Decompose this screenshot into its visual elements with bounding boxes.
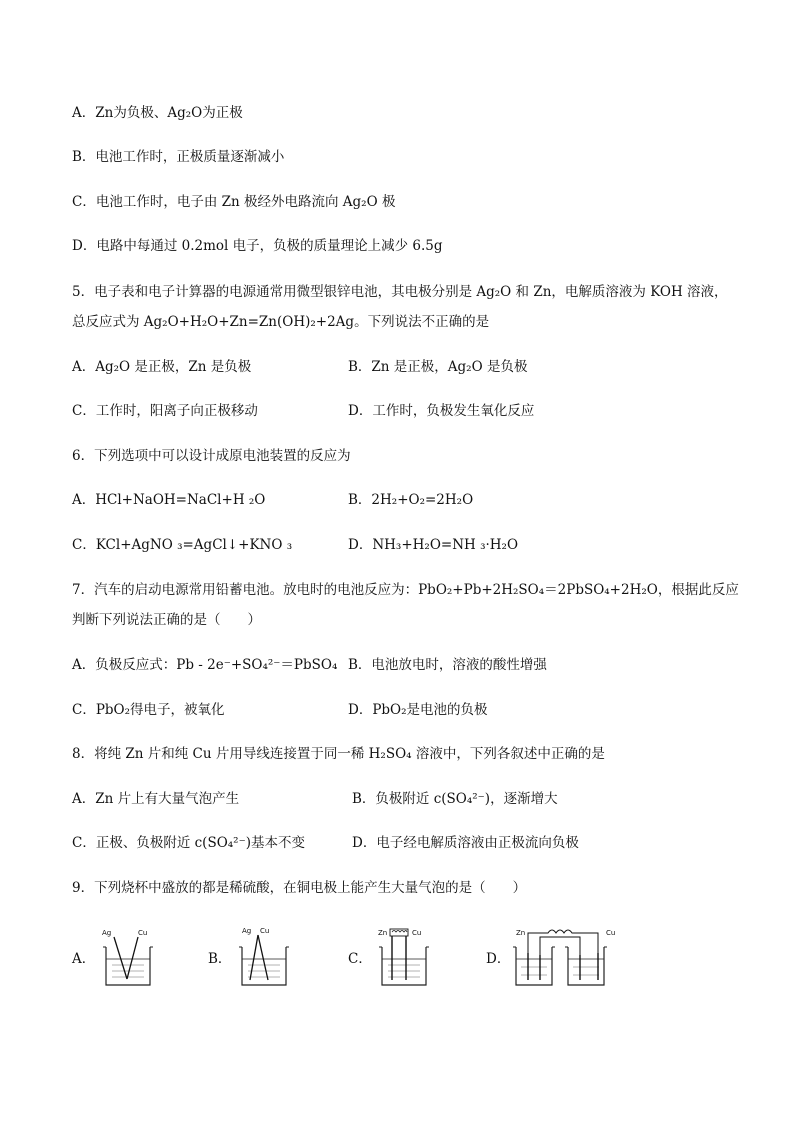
q7-option-c: C．PbO₂得电子，被氧化 [72,702,225,718]
q4-option-d: D．电路中每通过 0.2mol 电子，负极的质量理论上减少 6.5g [72,238,443,254]
q8-option-b: B．负极附近 c(SO₄²⁻)，逐渐增大 [352,791,558,807]
electrode-label-cu: Cu [138,929,148,937]
q9-figure-c [348,925,478,995]
q7-stem-line2: 判断下列说法正确的是（ ） [72,612,261,628]
q8-option-d: D．电子经电解质溶液由正极流向负极 [352,835,579,851]
q6-option-b: B．2H₂+O₂=2H₂O [348,492,474,508]
q4-option-b: B．电池工作时，正极质量逐渐减小 [72,149,285,165]
figure-b-label: B． [208,951,232,967]
electrode-label-zn: Zn [516,929,526,937]
beaker-diagram-c [374,925,444,989]
electrode-label-ag: Ag [242,927,252,935]
q9-stem: 9．下列烧杯中盛放的都是稀硫酸，在铜电极上能产生大量气泡的是（ ） [72,880,527,896]
q6-option-a: A．HCl+NaOH=NaCl+H ₂O [72,492,266,508]
q5-option-a: A．Ag₂O 是正极，Zn 是负极 [72,359,252,375]
q7-stem-line1: 7．汽车的启动电源常用铅蓄电池。放电时的电池反应为：PbO₂+Pb+2H₂SO₄＝2PbSO₄+2H₂O，根据此反应 [72,582,739,598]
q6-option-c: C．KCl+AgNO ₃=AgCl↓+KNO ₃ [72,537,293,553]
q5-option-c: C．工作时，阳离子向正极移动 [72,403,258,419]
figure-a-label: A． [72,951,96,967]
figure-c-label: C． [348,951,372,967]
q8-option-c: C．正极、负极附近 c(SO₄²⁻)基本不变 [72,835,305,851]
electrode-label-cu: Cu [606,929,616,937]
q4-option-a: A．Zn为负极、Ag₂O为正极 [72,105,243,121]
q7-option-d: D．PbO₂是电池的负极 [348,702,488,718]
q6-option-d: D．NH₃+H₂O=NH ₃·H₂O [348,537,519,553]
q5-stem-line1: 5．电子表和电子计算器的电源通常用微型银锌电池，其电极分别是 Ag₂O 和 Zn，电解质溶液为 KOH 溶液， [72,284,728,300]
beaker-diagram-a [98,925,168,989]
q8-option-a: A．Zn 片上有大量气泡产生 [72,791,240,807]
electrode-label-cu: Cu [412,929,422,937]
q8-stem: 8．将纯 Zn 片和纯 Cu 片用导线连接置于同一稀 H₂SO₄ 溶液中，下列各叙述中正确的是 [72,746,605,762]
q6-stem: 6．下列选项中可以设计成原电池装置的反应为 [72,448,351,464]
q5-option-b: B．Zn 是正极，Ag₂O 是负极 [348,359,528,375]
q9-figure-b [208,925,338,995]
beaker-diagram-d [512,925,622,989]
beaker-diagram-b [234,925,304,989]
electrode-label-cu: Cu [260,927,270,935]
q7-option-a: A．负极反应式：Pb - 2e⁻+SO₄²⁻＝PbSO₄ [72,657,338,673]
q7-option-b: B．电池放电时，溶液的酸性增强 [348,657,547,673]
q9-figure-a [72,925,202,995]
q5-stem-line2: 总反应式为 Ag₂O+H₂O+Zn=Zn(OH)₂+2Ag。下列说法不正确的是 [72,314,490,330]
figure-d-label: D． [486,951,511,967]
electrode-label-ag: Ag [102,929,112,937]
q5-option-d: D．工作时，负极发生氧化反应 [348,403,535,419]
q9-figure-d [486,925,646,995]
q9-figures [72,925,692,995]
electrode-label-zn: Zn [378,929,388,937]
q4-option-c: C．电池工作时，电子由 Zn 极经外电路流向 Ag₂O 极 [72,194,396,210]
